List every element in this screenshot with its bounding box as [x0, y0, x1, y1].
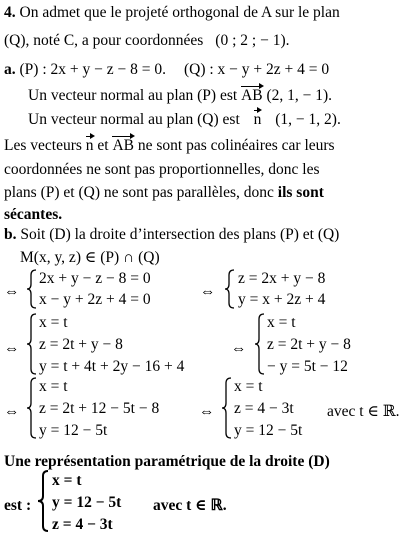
conclusion-line-2: coordonnées ne sont pas proportionnelles, donc les: [4, 161, 320, 178]
system-5-eq-2: z = 2t + 12 − 5t − 8: [39, 400, 160, 417]
left-brace: [26, 269, 38, 309]
left-brace: [26, 377, 38, 439]
vector-ab: AB: [241, 87, 263, 104]
system-3-eq-2: z = 2t + y − 8: [39, 336, 123, 353]
system-6-eq-3: y = 12 − 5t: [234, 422, 303, 439]
system-4-eq-2: z = 2t + y − 8: [267, 336, 351, 353]
membership-line: M(x, y, z) ∈ (P) ∩ (Q): [20, 249, 160, 266]
result-lead: est :: [4, 497, 32, 514]
part-b-intro: b. Soit (D) la droite d’intersection des plans (P) et (Q): [4, 226, 340, 243]
result-eq-1: x = t: [52, 472, 82, 489]
system-5-eq-1: x = t: [39, 378, 68, 395]
system-1-eq-1: 2x + y − z − 8 = 0: [39, 270, 151, 287]
part-b-label: b.: [4, 226, 17, 243]
parameter-domain: avec t ∈ ℝ.: [327, 403, 400, 420]
result-parameter-domain: avec t ∈ ℝ.: [153, 497, 227, 514]
conclusion-line-1: Les vecteurs n et AB ne sont pas colinéaires car leurs: [4, 137, 335, 154]
left-brace: [224, 269, 236, 309]
system-6-eq-1: x = t: [234, 378, 263, 395]
system-5-eq-3: y = 12 − 5t: [39, 422, 108, 439]
exercise-number: 4.: [4, 4, 16, 21]
intro-line-2: (Q), noté C, a pour coordonnées (0 ; 2 ; − 1).: [4, 32, 290, 49]
equiv-symbol: ⇔: [4, 340, 20, 357]
left-brace: [221, 377, 233, 439]
conclusion-line-4: sécantes.: [4, 206, 63, 223]
equiv-symbol: ⇔: [200, 283, 216, 300]
system-2-eq-2: y = x + 2z + 4: [238, 291, 326, 308]
equiv-symbol: ⇔: [4, 283, 20, 300]
system-4-eq-3: − y = 5t − 12: [267, 358, 348, 375]
system-2-eq-1: z = 2x + y − 8: [238, 270, 326, 287]
normal-vector-q: Un vecteur normal au plan (Q) est n (1, − 1, 2).: [28, 111, 341, 128]
result-eq-3: z = 4 − 3t: [52, 516, 113, 533]
vector-n: n: [253, 111, 262, 128]
system-6-eq-2: z = 4 − 3t: [234, 400, 294, 417]
system-3-eq-3: y = t + 4t + 2y − 16 + 4: [39, 358, 185, 375]
normal-vector-p: Un vecteur normal au plan (P) est AB (2, 1, − 1).: [28, 87, 333, 104]
left-brace: [37, 470, 50, 532]
vector-ab: AB: [112, 137, 135, 154]
system-3-eq-1: x = t: [39, 314, 68, 331]
equiv-symbol: ⇔: [4, 403, 20, 420]
result-heading: Une représentation paramétrique de la droite (D): [4, 453, 330, 470]
left-brace: [254, 313, 266, 375]
vector-n: n: [85, 137, 94, 154]
part-a-label: a.: [4, 61, 16, 78]
intro-line-1: 4. On admet que le projeté orthogonal de A sur le plan: [4, 4, 340, 21]
plane-equations: a. (P) : 2x + y − z − 8 = 0. (Q) : x − y + 2z + 4 = 0: [4, 61, 330, 78]
equiv-symbol: ⇔: [231, 340, 247, 357]
equiv-symbol: ⇔: [199, 403, 215, 420]
conclusion-line-3: plans (P) et (Q) ne sont pas parallèles, donc ils sont: [4, 184, 324, 201]
point-c-coords: (0 ; 2 ; − 1).: [215, 32, 290, 49]
result-eq-2: y = 12 − 5t: [52, 494, 122, 511]
system-4-eq-1: x = t: [267, 314, 296, 331]
left-brace: [26, 313, 38, 375]
system-1-eq-2: x − y + 2z + 4 = 0: [39, 291, 151, 308]
